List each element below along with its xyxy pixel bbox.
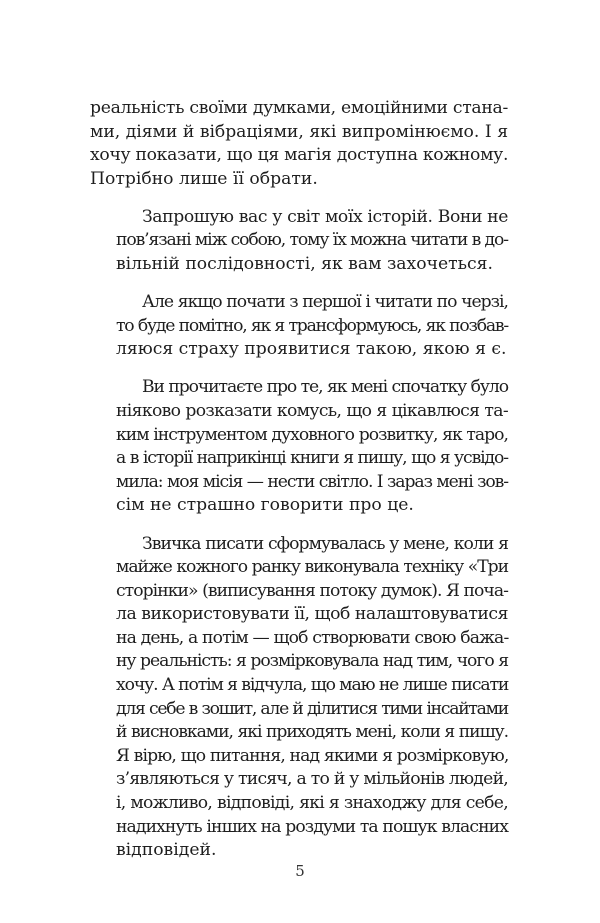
text-line: ким інструментом духовного розвитку, як таро, bbox=[116, 424, 508, 445]
text-line: ну реальність: я розмірковувала над тим, чого я bbox=[116, 651, 508, 672]
text-line: сторінки» (виписування потоку думок). Я поча- bbox=[116, 580, 508, 601]
text-line: Звичка писати сформувалась у мене, коли я bbox=[142, 533, 508, 554]
text-line: й висновками, які приходять мені, коли я пишу. bbox=[116, 722, 508, 743]
text-line: на день, а потім — щоб створювати свою бажа- bbox=[116, 627, 509, 648]
text-line: Потрібно лише її обрати. bbox=[90, 168, 318, 189]
paragraph bbox=[90, 291, 508, 362]
text-line: відповідей. bbox=[116, 840, 217, 861]
text-line: надихнуть інших на роздуми та пошук власних bbox=[116, 816, 508, 837]
page-number: 5 bbox=[295, 862, 305, 880]
paragraph bbox=[90, 206, 508, 277]
text-line: сім не страшно говорити про це. bbox=[116, 495, 414, 516]
text-line: для себе в зошит, але й ділитися тими інсайтами bbox=[116, 698, 508, 719]
text-line: мила: моя місія — нести світло. І зараз мені зов- bbox=[116, 471, 509, 492]
paragraph bbox=[90, 376, 508, 518]
text-line: ми, діями й вібраціями, які випромінюємо. І я bbox=[90, 121, 508, 142]
body-text bbox=[90, 97, 508, 877]
text-line: Але якщо почати з першої і читати по черзі, bbox=[142, 292, 508, 313]
text-line: майже кожного ранку виконувала техніку «Три bbox=[116, 557, 508, 578]
text-line: Я вірю, що питання, над якими я розмірковую, bbox=[116, 745, 509, 766]
text-line: ляюся страху проявитися такою, якою я є. bbox=[116, 339, 507, 360]
text-line: хочу. А потім я відчула, що маю не лише писати bbox=[116, 675, 509, 696]
text-line: реальність своїми думками, емоційними стана- bbox=[90, 98, 508, 118]
text-line: хочу показати, що ця магія доступна кожному. bbox=[90, 145, 509, 166]
text-line: пов’язані між собою, тому їх можна читати в до- bbox=[116, 230, 508, 251]
text-line: Запрошую вас у світ моїх історій. Вони не bbox=[142, 206, 508, 227]
text-line: а в історії наприкінці книги я пишу, що я усвідо- bbox=[116, 448, 508, 469]
text-line: і, можливо, відповіді, які я знаходжу для себе, bbox=[116, 793, 508, 814]
paragraph bbox=[90, 97, 508, 191]
paragraph bbox=[90, 533, 508, 863]
text-line: Ви прочитаєте про те, як мені спочатку було bbox=[142, 377, 508, 398]
text-line: вільній послідовності, як вам захочеться. bbox=[116, 254, 493, 275]
text-line: ла використовувати її, щоб налаштовуватися bbox=[116, 604, 508, 625]
text-line: ніяково розказати комусь, що я цікавлюся та- bbox=[116, 401, 508, 422]
text-line: з’являються у тисяч, а то й у мільйонів людей, bbox=[116, 769, 508, 790]
text-line: то буде помітно, як я трансформуюсь, як позбав- bbox=[116, 315, 508, 336]
